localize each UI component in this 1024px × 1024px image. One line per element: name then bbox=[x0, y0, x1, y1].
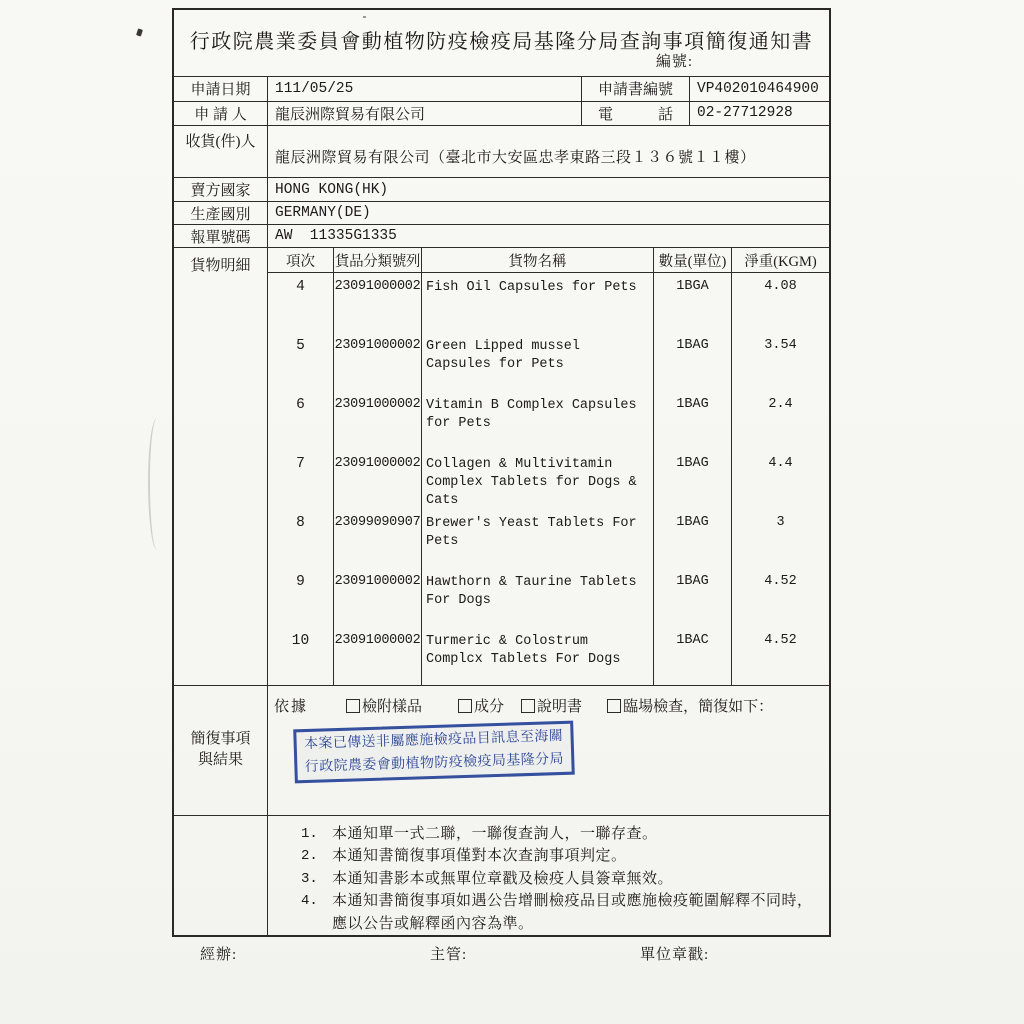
scan-speckle bbox=[136, 28, 143, 36]
ingredient-checkbox-icon bbox=[458, 699, 472, 713]
checkbox-item-ingredient bbox=[458, 695, 504, 716]
declaration-no-label: 報單號碼 bbox=[174, 225, 268, 247]
onsite-checkbox-icon bbox=[607, 699, 621, 713]
goods-cell-name: Fish Oil Capsules for Pets bbox=[422, 273, 654, 332]
goods-cell-item-no: 5 bbox=[268, 332, 334, 391]
goods-col-net-weight: 淨重(KGM) bbox=[744, 253, 817, 270]
goods-cell-quantity: 1BAG bbox=[654, 450, 732, 509]
goods-cell-name: Vitamin B Complex Capsules for Pets bbox=[422, 391, 654, 450]
goods-row bbox=[268, 450, 829, 509]
note-item bbox=[301, 823, 819, 846]
goods-table bbox=[268, 248, 829, 685]
goods-cell-name: Hawthorn & Taurine Tablets For Dogs bbox=[422, 568, 654, 627]
goods-cell-code: 23091000002 bbox=[334, 273, 422, 332]
remark-label-line2: 與結果 bbox=[197, 752, 243, 769]
goods-cell-name: Brewer's Yeast Tablets For Pets bbox=[422, 509, 654, 568]
basis-label: 依據 bbox=[274, 699, 309, 716]
remark-label-line1: 簡復事項 bbox=[190, 731, 251, 748]
declaration-no-value: AW 11335G1335 bbox=[275, 228, 397, 245]
goods-cell-code: 23091000002 bbox=[334, 568, 422, 627]
row-consignee bbox=[174, 126, 829, 179]
consignee-value: 龍辰洲際貿易有限公司（臺北市大安區忠孝東路三段１３６號１１樓） bbox=[275, 150, 756, 167]
note-item bbox=[301, 868, 819, 891]
row-declaration-no bbox=[174, 225, 829, 248]
remark-section-label bbox=[174, 686, 268, 814]
goods-cell-code: 23091000002 bbox=[334, 332, 422, 391]
seller-country-label: 賣方國家 bbox=[174, 178, 268, 201]
goods-cell-code: 23091000002 bbox=[334, 391, 422, 450]
goods-section-label: 貨物明細 bbox=[174, 248, 268, 685]
row-seller-country bbox=[174, 178, 829, 202]
scan-artifact-line bbox=[148, 418, 166, 550]
remark-section bbox=[174, 686, 829, 815]
note-text: 本通知書簡復事項如遇公告增刪檢疫品目或應施檢疫範圍解釋不同時，應以公告或解釋函內容為準。 bbox=[332, 893, 813, 932]
goods-cell-item-no: 9 bbox=[268, 568, 334, 627]
origin-country-label: 生產國別 bbox=[174, 202, 268, 224]
ingredient-checkbox-label: 成分 bbox=[474, 699, 505, 716]
goods-cell-item-no: 7 bbox=[268, 450, 334, 509]
goods-cell-item-no: 4 bbox=[268, 273, 334, 332]
goods-col-item-no: 項次 bbox=[268, 248, 334, 272]
goods-cell-quantity: 1BAG bbox=[654, 391, 732, 450]
serial-number-label: 編號: bbox=[655, 53, 693, 70]
sample-checkbox-icon bbox=[346, 699, 360, 713]
notes-left-spacer bbox=[174, 816, 268, 936]
scan-speckle bbox=[363, 16, 366, 18]
goods-table-header bbox=[268, 248, 829, 273]
goods-cell-net-weight: 3 bbox=[776, 514, 785, 530]
goods-cell-item-no: 10 bbox=[268, 627, 334, 686]
goods-cell-quantity: 1BAG bbox=[654, 568, 732, 627]
title-block bbox=[174, 10, 829, 77]
goods-cell-quantity: 1BAC bbox=[654, 627, 732, 686]
row-applicant bbox=[174, 102, 829, 126]
applicant-value: 龍辰洲際貿易有限公司 bbox=[268, 102, 582, 125]
goods-cell-net-weight: 4.52 bbox=[764, 573, 797, 589]
supervisor-signature-label: 主管: bbox=[430, 947, 468, 963]
origin-country-value: GERMANY(DE) bbox=[275, 205, 371, 222]
unit-seal-label: 單位章戳: bbox=[640, 947, 710, 963]
goods-cell-quantity: 1BAG bbox=[654, 509, 732, 568]
goods-cell-net-weight: 2.4 bbox=[768, 397, 793, 412]
goods-cell-net-weight: 4.52 bbox=[764, 632, 797, 648]
goods-cell-quantity: 1BAG bbox=[654, 332, 732, 391]
goods-cell-quantity: 1BGA bbox=[654, 273, 732, 332]
goods-cell-net-weight: 4.08 bbox=[764, 279, 797, 295]
stamp-line1: 本案已傳送非屬應施檢疫品目訊息至海關 bbox=[303, 729, 564, 753]
checkbox-item-sample bbox=[346, 695, 422, 716]
goods-col-quantity: 數量(單位) bbox=[654, 248, 732, 272]
goods-row bbox=[268, 391, 829, 450]
checkbox-item-manual bbox=[521, 695, 582, 716]
goods-cell-net-weight: 4.4 bbox=[768, 455, 793, 471]
note-number: 2. bbox=[301, 848, 318, 864]
note-item bbox=[301, 845, 819, 868]
goods-col-code: 貨品分類號列 bbox=[334, 248, 422, 272]
application-no-value: VP402010464900 bbox=[697, 80, 819, 97]
page-title: 行政院農業委員會動植物防疫檢疫局基隆分局查詢事項簡復通知書 bbox=[189, 31, 814, 53]
goods-row bbox=[268, 568, 829, 627]
note-number: 1. bbox=[301, 825, 318, 842]
phone-value: 02-27712928 bbox=[697, 105, 793, 122]
row-apply-date bbox=[174, 77, 829, 102]
quarantine-office-stamp bbox=[293, 721, 575, 784]
goods-row bbox=[268, 332, 829, 391]
goods-row bbox=[268, 627, 829, 686]
onsite-checkbox-label: 臨場檢查 bbox=[623, 699, 684, 716]
notes-section bbox=[174, 816, 829, 936]
phone-label: 電 話 bbox=[582, 102, 690, 125]
goods-cell-name: Green Lipped mussel Capsules for Pets bbox=[422, 332, 654, 391]
sample-checkbox-label: 檢附樣品 bbox=[362, 699, 423, 716]
consignee-label: 收貨(件)人 bbox=[174, 126, 268, 178]
handler-signature-label: 經辦: bbox=[200, 947, 238, 963]
goods-section bbox=[174, 248, 829, 686]
note-text: 本通知書影本或無單位章戳及檢疫人員簽章無效。 bbox=[332, 870, 674, 887]
basis-row bbox=[268, 686, 829, 716]
manual-checkbox-icon bbox=[521, 699, 535, 713]
apply-date-value: 111/05/25 bbox=[268, 77, 582, 101]
seller-country-value: HONG KONG(HK) bbox=[275, 181, 389, 198]
note-number: 4. bbox=[301, 893, 318, 909]
applicant-label: 申 請 人 bbox=[174, 102, 268, 125]
row-origin-country bbox=[174, 202, 829, 225]
note-item bbox=[301, 890, 819, 935]
application-no-label: 申請書編號 bbox=[582, 77, 690, 101]
manual-checkbox-label: 說明書 bbox=[537, 699, 583, 716]
note-text: 本通知單一式二聯，一聯復查詢人，一聯存查。 bbox=[332, 825, 658, 842]
notice-form bbox=[172, 8, 831, 937]
goods-cell-code: 23099090907 bbox=[334, 509, 422, 568]
goods-cell-item-no: 8 bbox=[268, 509, 334, 568]
goods-col-name: 貨物名稱 bbox=[422, 248, 654, 272]
goods-row bbox=[268, 273, 829, 332]
checkbox-item-onsite bbox=[607, 695, 683, 716]
goods-cell-name: Turmeric & Colostrum Complcx Tablets For Dogs bbox=[422, 627, 654, 686]
goods-row bbox=[268, 509, 829, 568]
remark-main bbox=[268, 686, 829, 814]
goods-cell-name: Collagen & Multivitamin Complex Tablets for Dogs & Cats bbox=[422, 450, 654, 509]
note-text: 本通知書簡復事項僅對本次查詢事項判定。 bbox=[332, 848, 627, 864]
apply-date-label: 申請日期 bbox=[174, 77, 268, 101]
basis-suffix: ，簡復如下： bbox=[683, 699, 774, 716]
goods-cell-net-weight: 3.54 bbox=[764, 338, 797, 354]
goods-cell-code: 23091000002 bbox=[334, 450, 422, 509]
stamp-line2: 行政院農委會動植物防疫檢疫局基隆分局 bbox=[304, 752, 565, 776]
notes-list bbox=[268, 816, 829, 936]
note-number: 3. bbox=[301, 870, 318, 887]
goods-cell-item-no: 6 bbox=[268, 391, 334, 450]
goods-cell-code: 23091000002 bbox=[334, 627, 422, 686]
